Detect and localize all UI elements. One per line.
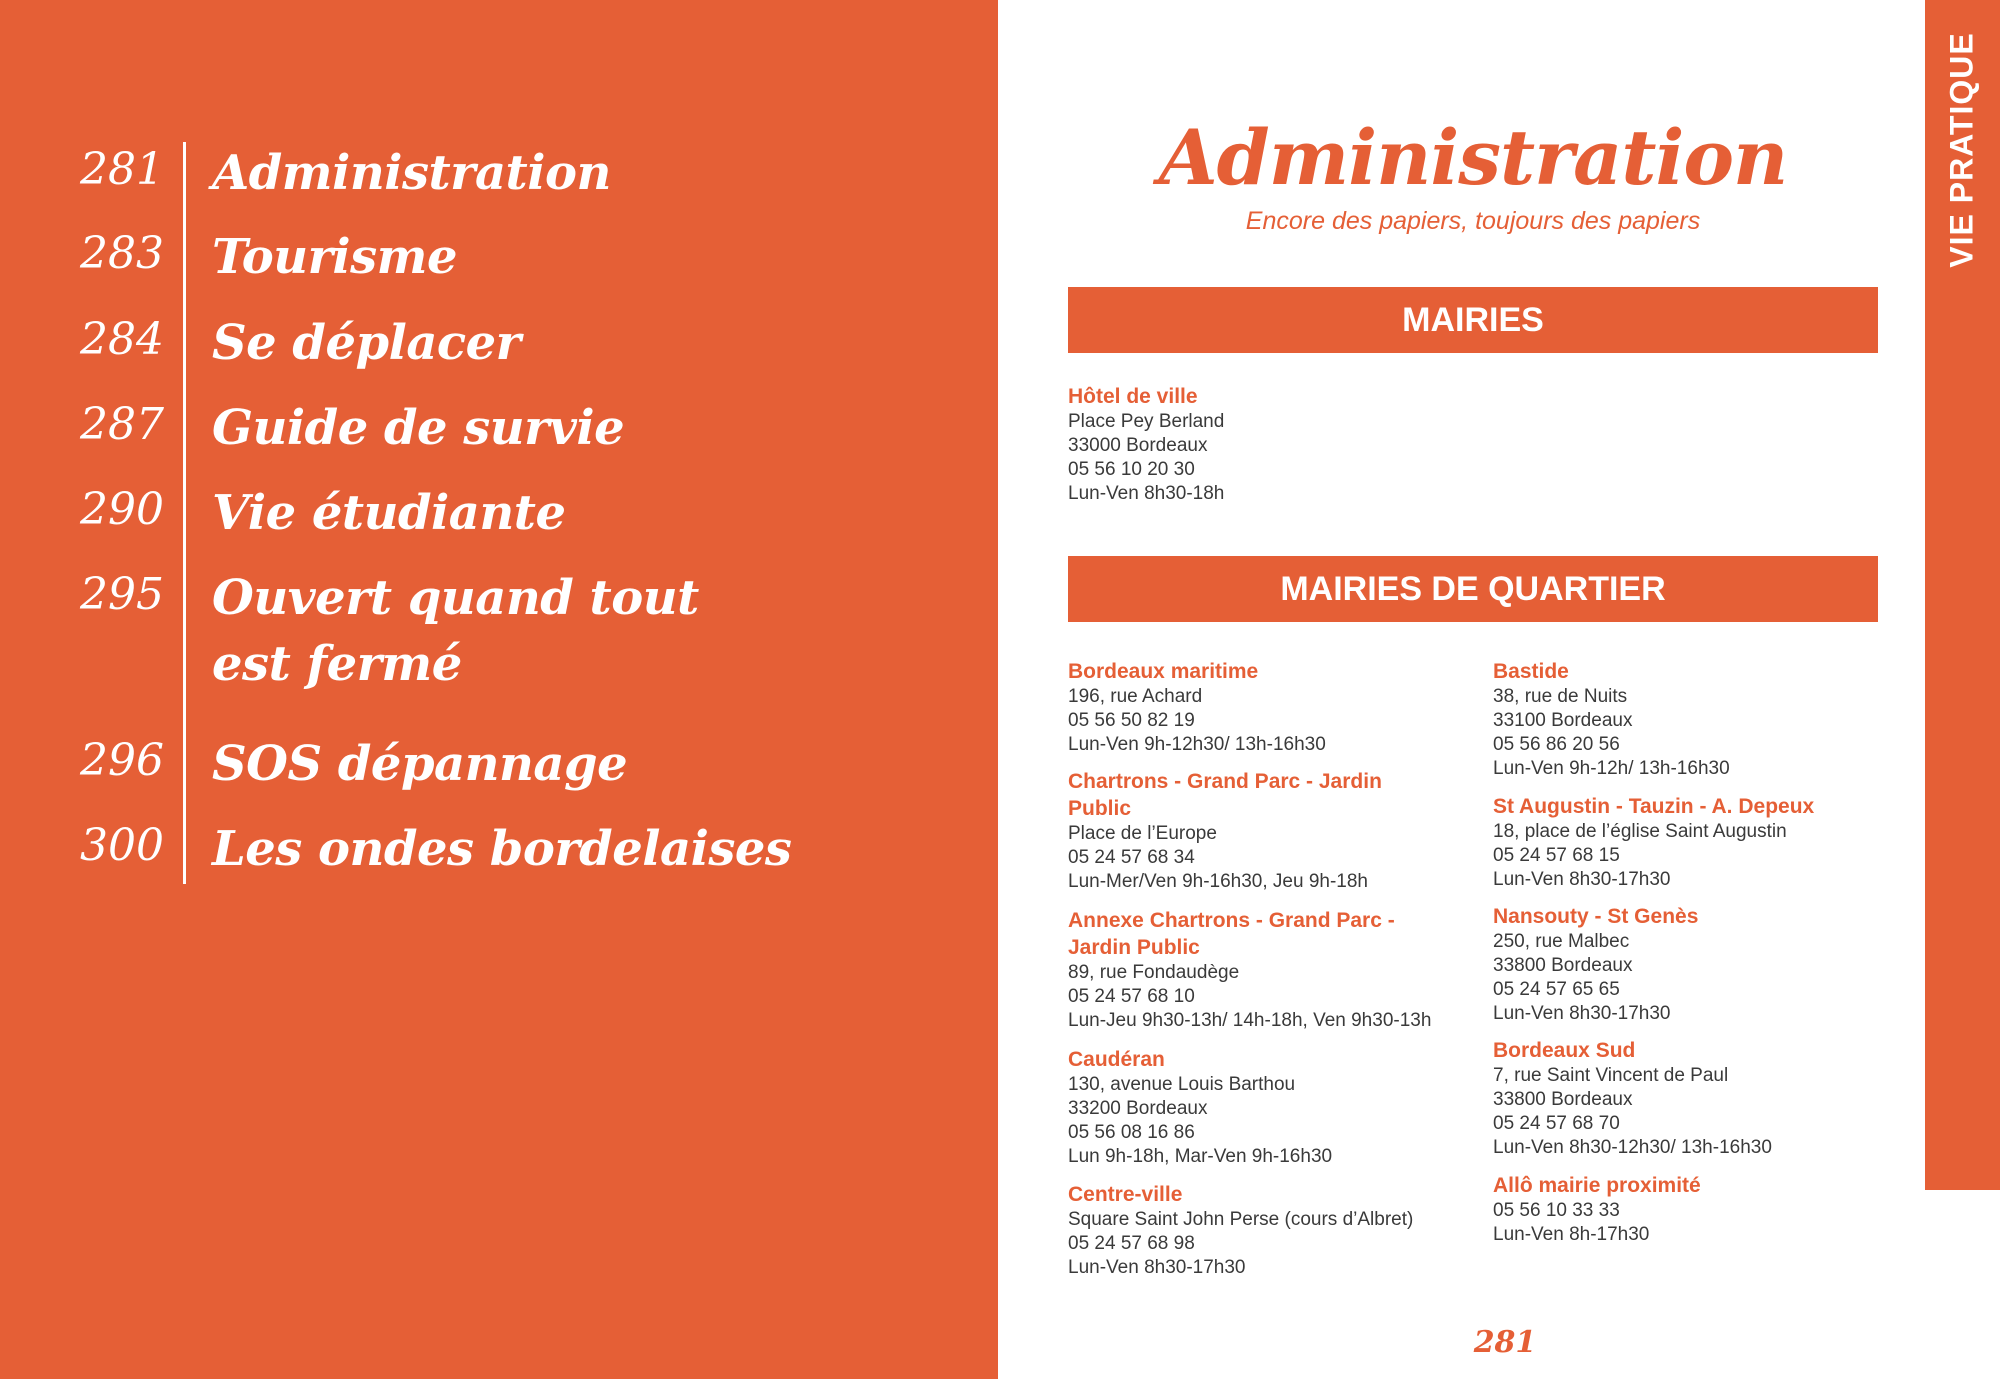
toc-title [212, 395, 972, 461]
directory-entry [1068, 768, 1468, 894]
toc-page-number: 290 [80, 484, 164, 535]
entry-detail-line: Lun-Mer/Ven 9h-16h30, Jeu 9h-18h [1068, 871, 1368, 892]
entry-name [1068, 383, 1468, 410]
entry-name-line: Centre-ville [1068, 1183, 1183, 1206]
directory-entry [1493, 658, 1893, 781]
page-subtitle: Encore des papiers, toujours des papiers [1245, 207, 1701, 235]
page-number: 281 [1473, 1325, 1537, 1360]
toc-title [212, 140, 972, 206]
toc-divider-line [183, 142, 186, 884]
page-title: Administration [1158, 113, 1788, 202]
entry-detail-line: 05 24 57 68 98 [1068, 1233, 1195, 1254]
entry-name [1068, 907, 1468, 961]
entry-name-line: Nansouty - St Genès [1493, 905, 1699, 928]
toc-title [212, 731, 972, 797]
entry-name-line: Hôtel de ville [1068, 385, 1198, 408]
entry-detail-line: 33100 Bordeaux [1493, 710, 1633, 731]
entry-detail-line: Square Saint John Perse (cours d’Albret) [1068, 1209, 1414, 1230]
toc-page-number: 281 [80, 144, 164, 195]
entry-detail-line: 7, rue Saint Vincent de Paul [1493, 1065, 1729, 1086]
entry-detail-line: Lun-Ven 9h-12h30/ 13h-16h30 [1068, 734, 1326, 755]
entry-detail-line: Lun 9h-18h, Mar-Ven 9h-16h30 [1068, 1146, 1333, 1167]
entry-name-line: Chartrons - Grand Parc - Jardin [1068, 770, 1382, 793]
entry-detail-line: 05 56 50 82 19 [1068, 710, 1195, 731]
entry-detail-line: 38, rue de Nuits [1493, 686, 1628, 707]
entry-name-line: Public [1068, 797, 1132, 820]
entry-name [1493, 1037, 1893, 1064]
toc-title [212, 480, 972, 546]
entry-name [1068, 1181, 1468, 1208]
entry-detail-line: Lun-Ven 9h-12h/ 13h-16h30 [1493, 758, 1730, 779]
entry-name-line: Jardin Public [1068, 936, 1200, 959]
section-heading-mairies-de-quartier: MAIRIES DE QUARTIER [1068, 556, 1878, 622]
entry-detail-line: Lun-Ven 8h30-17h30 [1068, 1257, 1246, 1278]
entry-detail-line: 33000 Bordeaux [1068, 435, 1208, 456]
toc-title [212, 310, 972, 376]
entry-name [1068, 1046, 1468, 1073]
entry-detail-line: 05 24 57 65 65 [1493, 979, 1620, 1000]
toc-title-line: est fermé [212, 636, 462, 692]
entry-name-line: Allô mairie proximité [1493, 1174, 1701, 1197]
toc-page-number: 300 [80, 820, 164, 871]
entry-detail-line: Lun-Ven 8h30-12h30/ 13h-16h30 [1493, 1137, 1772, 1158]
entry-detail-line: 33800 Bordeaux [1493, 955, 1633, 976]
toc-title-line: Guide de survie [212, 400, 625, 456]
entry-name [1493, 903, 1893, 930]
entry-detail-line: 05 56 10 33 33 [1493, 1200, 1620, 1221]
entry-detail-line: 33800 Bordeaux [1493, 1089, 1633, 1110]
entry-detail-line: 89, rue Fondaudège [1068, 962, 1240, 983]
directory-entry [1068, 658, 1468, 757]
section-heading-mairies: MAIRIES [1068, 287, 1878, 353]
entry-detail-line: 05 56 08 16 86 [1068, 1122, 1195, 1143]
entry-detail-line: 05 56 86 20 56 [1493, 734, 1620, 755]
directory-entry [1493, 903, 1893, 1026]
entry-detail-line: Place Pey Berland [1068, 411, 1225, 432]
toc-title [212, 565, 972, 697]
toc-title-line: Administration [212, 145, 611, 201]
entry-name [1493, 658, 1893, 685]
entry-detail-line: 18, place de l’église Saint Augustin [1493, 821, 1787, 842]
entry-detail-line: 196, rue Achard [1068, 686, 1203, 707]
entry-detail-line: Place de l’Europe [1068, 823, 1217, 844]
entry-name-line: St Augustin - Tauzin - A. Depeux [1493, 795, 1815, 818]
entry-detail-line: 05 24 57 68 10 [1068, 986, 1195, 1007]
toc-title-line: SOS dépannage [212, 736, 628, 792]
directory-entry [1068, 907, 1468, 1033]
toc-title-line: Vie étudiante [212, 485, 566, 541]
toc-title-line: Ouvert quand tout [212, 570, 699, 626]
toc-title-line: Tourisme [212, 229, 457, 285]
entry-name-line: Annexe Chartrons - Grand Parc - [1068, 909, 1395, 932]
toc-title [212, 224, 972, 290]
toc-page-number: 287 [80, 399, 164, 450]
entry-detail-line: 33200 Bordeaux [1068, 1098, 1208, 1119]
entry-name-line: Caudéran [1068, 1048, 1165, 1071]
entry-name-line: Bastide [1493, 660, 1569, 683]
directory-entry [1493, 1037, 1893, 1160]
entry-detail-line: 05 24 57 68 15 [1493, 845, 1620, 866]
directory-entry [1068, 383, 1468, 506]
entry-name [1493, 793, 1893, 820]
entry-detail-line: 250, rue Malbec [1493, 931, 1630, 952]
toc-title [212, 816, 972, 882]
toc-title-line: Les ondes bordelaises [212, 821, 792, 877]
entry-name-line: Bordeaux Sud [1493, 1039, 1636, 1062]
entry-detail-line: 05 24 57 68 70 [1493, 1113, 1620, 1134]
toc-title-line: Se déplacer [212, 315, 521, 371]
entry-detail-line: 130, avenue Louis Barthou [1068, 1074, 1296, 1095]
entry-detail-line: 05 56 10 20 30 [1068, 459, 1195, 480]
entry-detail-line: Lun-Ven 8h-17h30 [1493, 1224, 1650, 1245]
toc-page-number: 283 [80, 228, 164, 279]
entry-name [1068, 658, 1468, 685]
toc-page-number: 296 [80, 735, 164, 786]
directory-entry [1493, 793, 1893, 892]
entry-name-line: Bordeaux maritime [1068, 660, 1259, 683]
side-tab-label: VIE PRATIQUE [1943, 32, 1980, 268]
entry-detail-line: Lun-Jeu 9h30-13h/ 14h-18h, Ven 9h30-13h [1068, 1010, 1432, 1031]
toc-page-number: 284 [80, 314, 164, 365]
toc-page-number: 295 [80, 569, 164, 620]
directory-entry [1068, 1046, 1468, 1169]
entry-detail-line: Lun-Ven 8h30-18h [1068, 483, 1225, 504]
entry-name [1068, 768, 1468, 822]
entry-detail-line: Lun-Ven 8h30-17h30 [1493, 869, 1671, 890]
directory-entry [1493, 1172, 1893, 1247]
directory-entry [1068, 1181, 1468, 1280]
entry-detail-line: Lun-Ven 8h30-17h30 [1493, 1003, 1671, 1024]
entry-name [1493, 1172, 1893, 1199]
entry-detail-line: 05 24 57 68 34 [1068, 847, 1195, 868]
